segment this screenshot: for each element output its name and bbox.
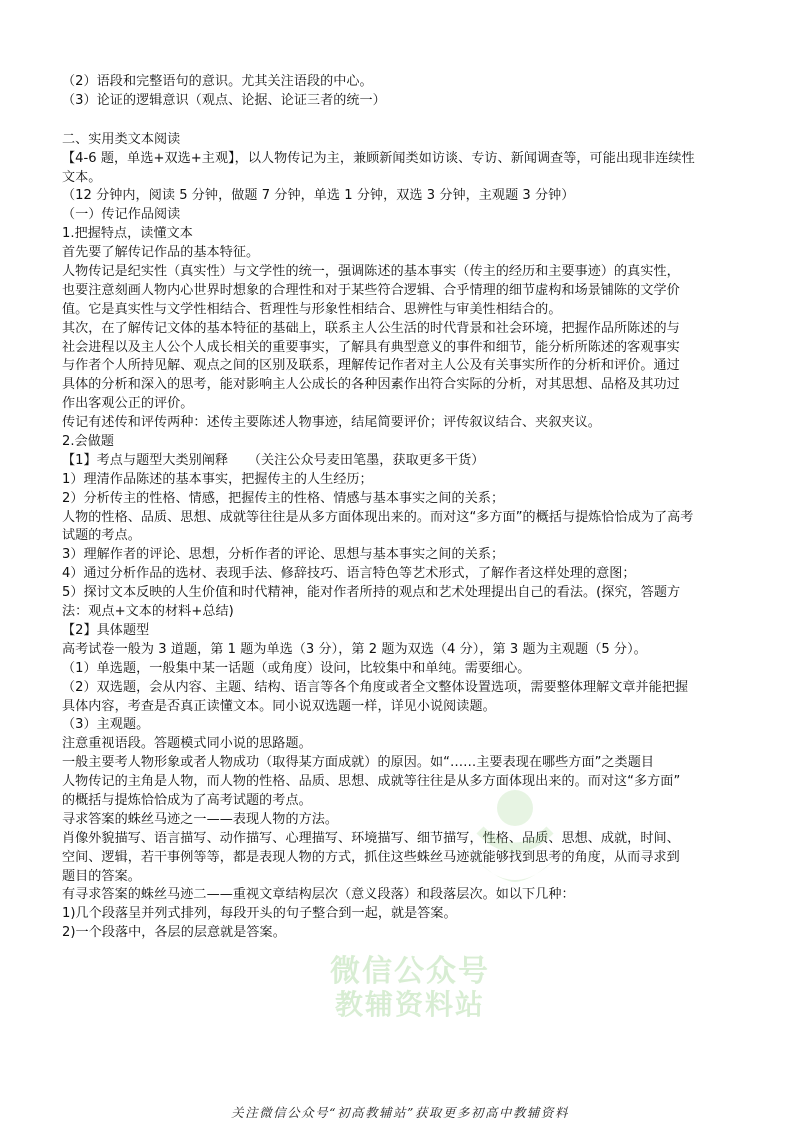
text-line: 空间、逻辑，若干事例等等，都是表现人物的方式，抓住这些蛛丝马迹就能够找到思考的角度，从而寻求到 [62,849,680,865]
blank-line [62,111,742,131]
text-line: 传记有述传和评传两种：述传主要陈述人物事迹，结尾简要评价；评传叙议结合、夹叙夹议。 [62,415,601,431]
text-line: 寻求答案的蛛丝马迹之一——表现人物的方法。 [62,811,339,827]
text-line: （1）单选题，一般集中某一话题（或角度）设问，比较集中和单纯。需要细心。 [62,660,531,676]
watermark-line-2: 教辅资料站 [334,988,485,1021]
text-line: （3）主观题。 [62,717,150,733]
text-line: 具体内容，考查是否真正读懂文本。同小说双选题一样，详见小说阅读题。 [62,698,496,714]
text-line: 人物传记是纪实性（真实性）与文学性的统一，强调陈述的基本事实（传主的经历和主要事迹）的真实性， [62,264,680,280]
text-line: 5）探讨文本反映的人生价值和时代精神，能对作者所持的观点和艺术处理提出自己的看法。(探究，答题方 [62,585,681,601]
text-line: 2）分析传主的性格、情感，把握传主的性格、情感与基本事实之间的关系； [62,490,505,506]
text-line: 其次，在了解传记文体的基本特征的基础上，联系主人公生活的时代背景和社会环境，把握作品所陈述的与 [62,320,680,336]
text-line: 2.会做题 [62,434,115,450]
page-footer: 关注微信公众号“初高教辅站”获取更多初高中教辅资料 [231,1105,569,1120]
text-line: 具体的分析和深入的思考，能对影响主人公成长的各种因素作出符合实际的分析，对其思想、品格及其功过 [62,377,680,393]
section-heading: 二、实用类文本阅读 [62,131,181,147]
text-line: 4）通过分析作品的选材、表现手法、修辞技巧、语言特色等艺术形式，了解作者这样处理的意图； [62,566,636,582]
text-line: 首先要了解传记作品的基本特征。 [62,245,260,261]
text-line: 1）理清作品陈述的基本事实，把握传主的人生经历； [62,471,373,487]
text-line: （2）语段和完整语句的意识。尤其关注语段的中心。 [62,74,373,89]
text-line: （12 分钟内，阅读 5 分钟，做题 7 分钟，单选 1 分钟，双选 3 分钟，主观题 3 分钟） [62,188,575,204]
text-line: 与作者个人所持见解、观点之间的区别及联系，理解传记作者对主人公及有关事实所作的分析和评价。通过 [62,358,680,374]
document-body [62,73,742,943]
text-line: 的概括与提炼恰恰成为了高考试题的考点。 [62,792,312,808]
text-line: 肖像外貌描写、语言描写、动作描写、心理描写、环境描写、细节描写，性格、品质、思想、成就，时间、 [62,830,680,846]
text-line: 有寻求答案的蛛丝马迹二——重视文章结构层次（意义段落）和段落层次。如以下几种： [62,887,575,903]
text-line: （3）论证的逻辑意识（观点、论据、论证三者的统一） [62,92,386,108]
text-line: 【1】考点与题型大类别阐释 （关注公众号麦田笔墨，获取更多干货） [62,452,485,468]
text-line: 题目的答案。 [62,868,141,884]
text-line: 文本。 [62,169,102,185]
text-line: 法：观点+文本的材料+总结) [62,604,234,620]
watermark-line-1: 微信公众号 [330,954,490,989]
text-line: 一般主要考人物形象或者人物成功（取得某方面成就）的原因。如“……主要表现在哪些方面”之类题目 [62,755,654,771]
text-line: 试题的考点。 [62,528,141,544]
text-line: 人物的性格、品质、思想、成就等往往是从多方面体现出来的。而对这“多方面”的概括与提炼恰恰成为了高考 [62,509,694,525]
text-line: （2）双选题，会从内容、主题、结构、语言等各个角度或者全文整体设置选项，需要整体理解文章并能把握 [62,679,689,695]
text-line: 1.把握特点，读懂文本 [62,226,193,242]
text-line: 3）理解作者的评论、思想，分析作者的评论、思想与基本事实之间的关系； [62,547,505,563]
text-line: 【2】具体题型 [62,622,150,638]
text-line: 2)一个段落中，各层的层意就是答案。 [62,925,286,941]
text-line: 社会进程以及主人公个人成长相关的重要事实，了解具有典型意义的事件和细节，能分析所陈述的客观事实 [62,339,680,355]
text-line: 也要注意刻画人物内心世界时想象的合理性和对于某些符合逻辑、合乎情理的细节虚构和场景铺陈的文学价 [62,282,680,298]
subsection-heading: （一）传记作品阅读 [62,207,181,223]
text-line: 值。它是真实性与文学性相结合、哲理性与形象性相结合、思辨性与审美性相结合的。 [62,301,562,317]
text-line: 人物传记的主角是人物，而人物的性格、品质、思想、成就等往往是从多方面体现出来的。而对这“多方面” [62,774,681,790]
text-line: 高考试卷一般为 3 道题，第 1 题为单选（3 分），第 2 题为双选（4 分），第 3 题为主观题（5 分）。 [62,641,647,657]
watermark-text [300,955,520,1021]
text-line: 注意重视语段。答题模式同小说的思路题。 [62,736,312,752]
text-line: 作出客观公正的评价。 [62,396,194,412]
text-line: 【4-6 题，单选+双选+主观】，以人物传记为主，兼顾新闻类如访谈、专访、新闻调查等，可能出现非连续性 [62,150,695,166]
text-line: 1)几个段落呈并列式排列，每段开头的句子整合到一起，就是答案。 [62,906,457,922]
